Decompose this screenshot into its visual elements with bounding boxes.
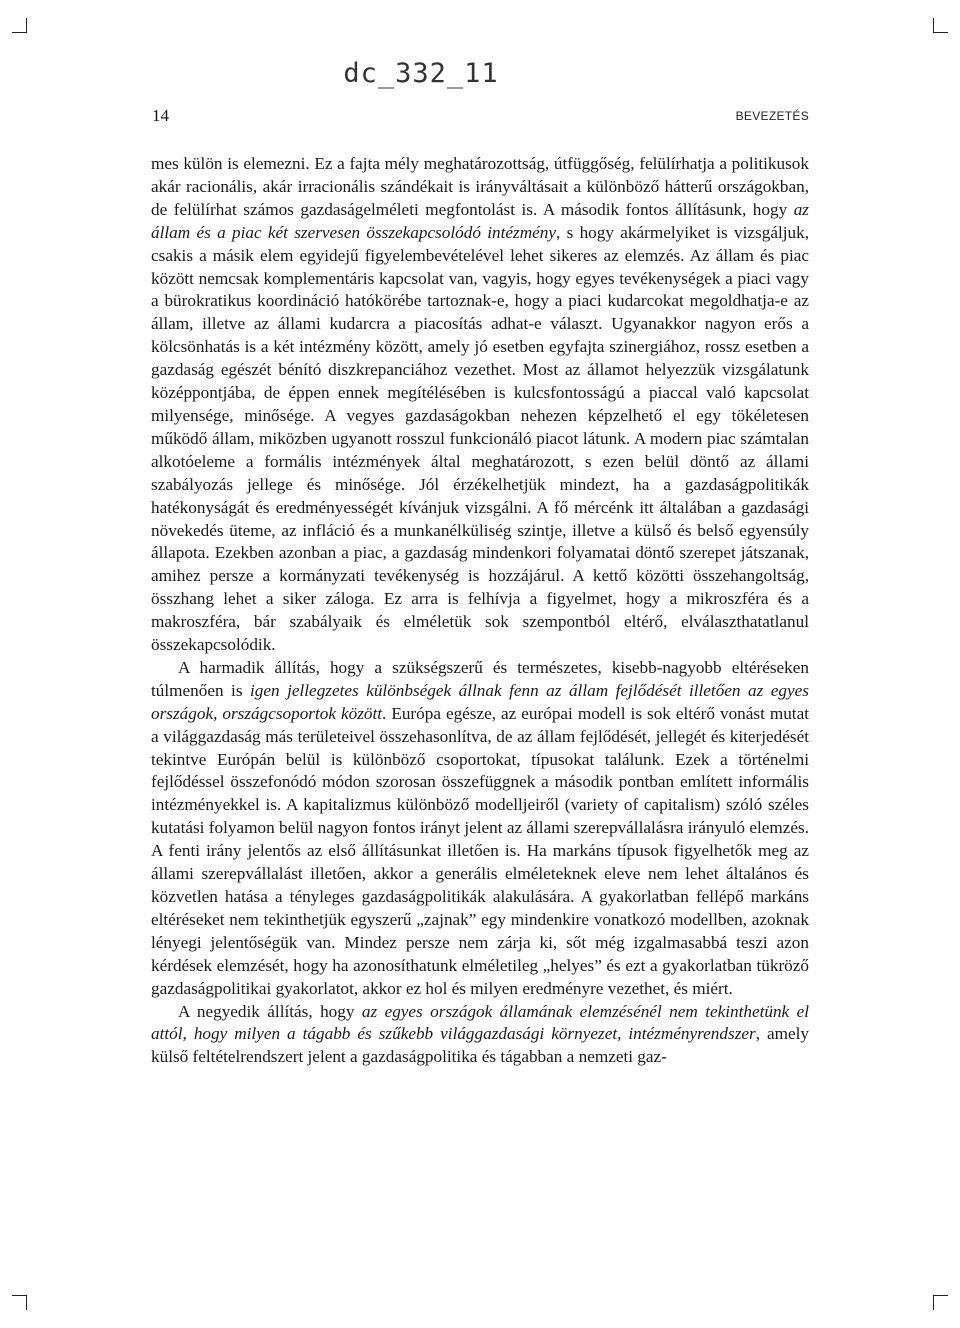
emphasis-run: az egyes országok államának elemzésénél nem tekinthetünk el attól, hogy milyen a tágabb és szűkebb világgazdasági környezet, intézményrendszer: [151, 1001, 810, 1044]
text-run: A harmadik állítás, hogy a szükségszerű és természetes, kisebb-nagyobb eltéréseken túlmenően is: [151, 657, 809, 700]
crop-mark-top-left: [12, 18, 27, 33]
paragraph: [151, 657, 809, 1001]
crop-mark-bottom-left: [12, 1295, 27, 1310]
document-id-stamp: dc_332_11: [343, 58, 499, 89]
text-run: , s hogy akármelyiket is vizsgáljuk, csakis a másik elem egyidejű figyelembevételével lehet sikeres az elemzés. Az állam és piac között nemcsak komplementáris kapcsolat van, vagyis, hogy egyes tevékenységek a piaci vagy a bürokratikus koordináció hatókörébe tartoznak-e, hogy a piaci kudarcokat megoldhatja-e az állam, illetve az állami kudarcra a piacosítás adhat-e választ. Ugyanakkor nagyon erős a kölcsönhatás is a két intézmény között, amely jó esetben egyfajta szinergiához, rossz esetben a gazdaság egészét bénító diszkrepanciához vezethet. Most az államot helyezzük vizsgálatunk középpontjába, de éppen ennek megítélésében is kulcsfontosságú a piaccal való kapcsolat milyensége, minősége. A vegyes gazdaságokban nehezen képzelhető el egy tökéletesen működő állam, miközben ugyanott rosszul funkcionáló piacot látunk. A modern piac számtalan alkotóeleme a formális intézmények által meghatározott, s ezen belül döntő az állami szabályozás jellege és minősége. Jól érzékelhetjük mindezt, ha a gazdaságpolitikák hatékonyságát és eredményességét kívánjuk vizsgálni. A fő mércénk itt általában a gazdasági növekedés üteme, az infláció és a munkanélküliség szintje, illetve a külső és belső egyensúly állapota. Ezekben azonban a piac, a gazdaság mindenkori folyamatai döntő szerepet játszanak, amihez persze a kormányzati tevékenység is hozzájárul. A kettő közötti összehangoltság, összhang lehet a siker záloga. Ez arra is felhívja a figyelmet, hogy a mikroszféra és a makroszféra, bár szabályaik és elméletük sok szempontból eltérő, elválaszthatatlanul összekapcsolódik.: [151, 222, 809, 655]
text-run: mes külön is elemezni. Ez a fajta mély meghatározottság, útfüggőség, felülírhatja a politikusok akár racionális, akár irracionális szándékait is irányváltásait a különböző hátterű országokban, de felülírhat számos gazdaságelméleti megfontolást is. A második fontos állításunk, hogy: [151, 154, 809, 219]
paragraph: [151, 1001, 809, 1070]
body-text: [151, 153, 809, 1069]
paragraph: [151, 153, 809, 657]
running-head: BEVEZETÉS: [735, 109, 809, 123]
emphasis-run: az állam és a piac két szervesen összekapcsolódó intézmény: [151, 199, 809, 242]
crop-mark-top-right: [933, 18, 948, 33]
crop-mark-bottom-right: [933, 1295, 948, 1310]
text-run: . Európa egésze, az európai modell is sok eltérő vonást mutat a világgazdaság más területeivel összehasonlítva, de az állam fejlődését, jellegét és kiterjedését tekintve Európán belül is különböző csoportokat, típusokat találunk. Ezek a történelmi fejlődéssel összefonódó módon szorosan összefüggnek a második pontban említett informális intézményekkel is. A kapitalizmus különböző modelljeiről (variety of capitalism) szóló széles kutatási folyamon belül nagyon fontos irányt jelent az állami szerepvállalásra irányuló elemzés. A fenti irány jelentős az első állításunkat illetően is. Ha markáns típusok figyelhetők meg az állami szerepvállalást illetően, akkor a generális elméleteknek eleve nem lehet általános és közvetlen hatása a tényleges gazdaságpolitikák alakulására. A gyakorlatban fellépő markáns eltéréseket nem tekinthetjük egyszerű „zajnak” egy mindenkire vonatkozó modellben, azoknak lényegi jelentőségük van. Mindez persze nem zárja ki, sőt még izgalmasabbá teszi azon kérdések elemzését, hogy ha azonosíthatunk elméletileg „helyes” és ezt a gyakorlatban tükröző gazdaságpolitikai gyakorlatot, akkor ez hol és milyen eredményre vezethet, és miért.: [151, 703, 809, 998]
text-run: A negyedik állítás, hogy: [178, 1001, 362, 1021]
page-number: 14: [152, 106, 169, 125]
text-run: , amely külső feltételrendszert jelent a gazdaságpolitika és tágabban a nemzeti gaz-: [151, 1024, 810, 1067]
emphasis-run: igen jellegzetes különbségek állnak fenn az állam fejlődését illetően az egyes országok, országcsoportok között: [151, 680, 809, 723]
